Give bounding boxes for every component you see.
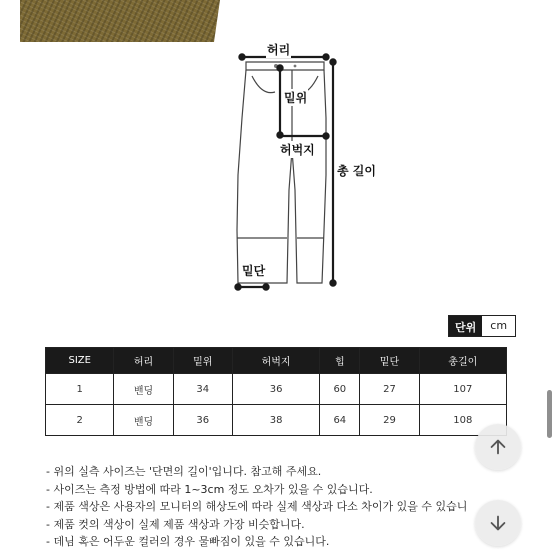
- note-line: - 위의 실측 사이즈는 '단면의 길이'입니다. 참고해 주세요.: [46, 465, 322, 478]
- cell-hem: 27: [360, 374, 419, 405]
- header-total-length: 총길이: [419, 348, 506, 374]
- cell-hem: 29: [360, 405, 419, 436]
- arrow-down-icon: [487, 512, 509, 534]
- header-rise: 밑위: [173, 348, 232, 374]
- cell-waist: 밴딩: [114, 405, 173, 436]
- label-hem: 밑단: [242, 264, 266, 278]
- size-notes: [46, 463, 486, 551]
- cell-total-length: 107: [419, 374, 506, 405]
- unit-indicator: [448, 315, 516, 337]
- unit-label: 단위: [449, 316, 482, 336]
- cell-hip: 60: [320, 374, 360, 405]
- table-row: [46, 374, 507, 405]
- cell-waist: 밴딩: [114, 374, 173, 405]
- label-total-length: 총 길이: [337, 164, 376, 178]
- scroll-up-button[interactable]: [475, 424, 521, 470]
- label-thigh: 허벅지: [280, 143, 315, 157]
- cell-thigh: 36: [232, 374, 319, 405]
- table-row: [46, 405, 507, 436]
- cell-hip: 64: [320, 405, 360, 436]
- header-hem: 밑단: [360, 348, 419, 374]
- cell-size: 1: [46, 374, 114, 405]
- size-table-header-row: [46, 348, 507, 374]
- label-rise: 밑위: [284, 91, 308, 105]
- header-waist: 허리: [114, 348, 173, 374]
- header-hip: 힙: [320, 348, 360, 374]
- note-line: - 제품 컷의 색상이 실제 제품 색상과 가장 비슷합니다.: [46, 517, 305, 531]
- cell-total-length: 108: [419, 405, 506, 436]
- scrollbar-thumb[interactable]: [547, 390, 552, 438]
- cell-size: 2: [46, 405, 114, 436]
- unit-value: cm: [482, 316, 515, 336]
- header-size: SIZE: [46, 348, 114, 374]
- note-line: - 사이즈는 측정 방법에 따라 1~3cm 정도 오차가 있을 수 있습니다.: [46, 482, 373, 496]
- size-table: [45, 347, 507, 436]
- arrow-up-icon: [487, 436, 509, 458]
- cell-thigh: 38: [232, 405, 319, 436]
- note-line: - 데님 혹은 어두운 컬러의 경우 물빠짐이 있을 수 있습니다.: [46, 535, 330, 548]
- label-waist: 허리: [267, 43, 291, 57]
- scroll-down-button[interactable]: [475, 500, 521, 546]
- note-line: - 제품 색상은 사용자의 모니터의 해상도에 따라 실제 색상과 다소 차이가 있을 수 있습니: [46, 500, 468, 513]
- cell-rise: 34: [173, 374, 232, 405]
- cell-rise: 36: [173, 405, 232, 436]
- header-thigh: 허벅지: [232, 348, 319, 374]
